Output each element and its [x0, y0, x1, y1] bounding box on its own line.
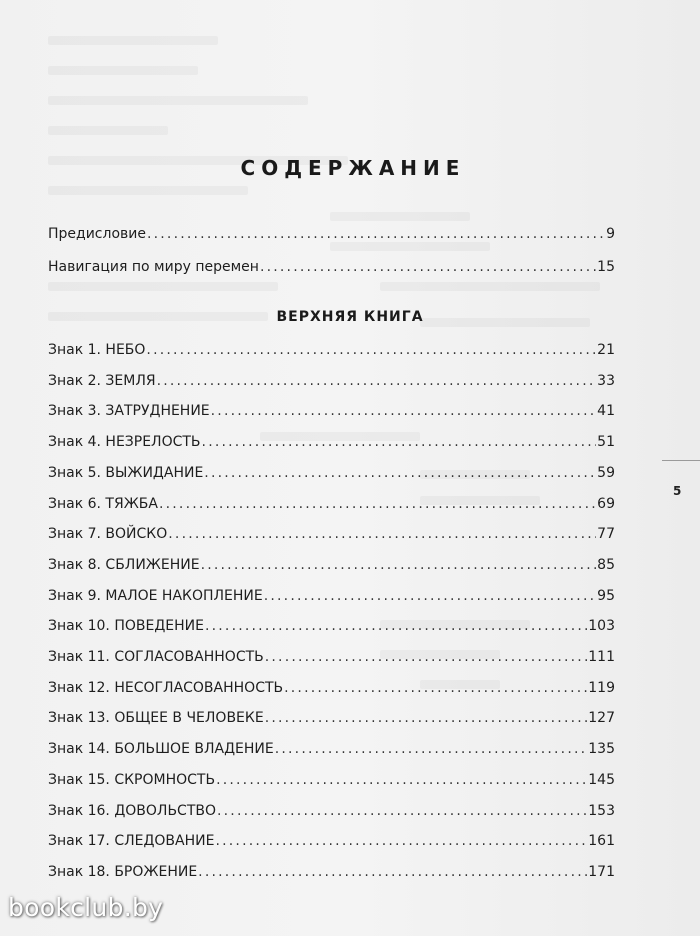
toc-entry[interactable]	[48, 373, 615, 389]
entry-page-number: 41	[597, 403, 615, 420]
toc-entry[interactable]	[48, 772, 615, 788]
toc-entry[interactable]	[48, 465, 615, 481]
toc-entry[interactable]	[48, 680, 615, 696]
entry-label: Знак 8. СБЛИЖЕНИЕ	[48, 556, 200, 573]
entry-label: Знак 2. ЗЕМЛЯ	[48, 372, 156, 389]
dot-leader	[216, 772, 587, 788]
toc-entry[interactable]	[48, 710, 615, 726]
toc-entry[interactable]	[48, 588, 615, 604]
entry-page-number: 59	[597, 464, 615, 481]
entry-label: Знак 17. СЛЕДОВАНИЕ	[48, 833, 215, 850]
dot-leader	[265, 710, 588, 726]
entry-page-number: 127	[588, 710, 615, 727]
folio-rule	[662, 460, 700, 461]
entry-label: Знак 11. СОГЛАСОВАННОСТЬ	[48, 649, 264, 665]
dot-leader	[205, 618, 587, 634]
entry-page-number: 77	[597, 526, 615, 543]
entry-page-number: 85	[597, 556, 615, 573]
toc-front-matter-item[interactable]	[48, 259, 615, 275]
dot-leader	[198, 864, 587, 880]
dot-leader	[204, 465, 596, 481]
dot-leader	[201, 557, 597, 573]
dot-leader	[284, 680, 587, 696]
entry-page-number: 171	[588, 863, 615, 880]
toc-entry[interactable]	[48, 649, 615, 665]
dot-leader	[264, 588, 596, 604]
entry-page-number: 135	[588, 741, 615, 758]
dot-leader	[211, 403, 597, 419]
toc-entry[interactable]	[48, 434, 615, 450]
entry-label: Знак 4. НЕЗРЕЛОСТЬ	[48, 434, 201, 451]
toc-entry[interactable]	[48, 342, 615, 358]
entry-label: Знак 9. МАЛОЕ НАКОПЛЕНИЕ	[48, 587, 263, 604]
entry-label: Знак 1. НЕБО	[48, 342, 146, 358]
entry-page-number: 21	[597, 342, 615, 358]
dot-leader	[260, 259, 596, 275]
dot-leader	[275, 741, 588, 757]
entry-label: Знак 5. ВЫЖИДАНИЕ	[48, 464, 204, 481]
entry-page-number: 69	[597, 495, 615, 512]
entry-label: Предисловие	[48, 226, 146, 242]
entry-page-number: 95	[597, 587, 615, 604]
toc-entry[interactable]	[48, 526, 615, 542]
entry-label: Знак 18. БРОЖЕНИЕ	[48, 863, 198, 880]
entry-page-number: 161	[588, 833, 615, 850]
page-number: 5	[673, 484, 682, 498]
toc-entry[interactable]	[48, 864, 615, 880]
entry-page-number: 103	[588, 618, 615, 635]
toc-entry[interactable]	[48, 496, 615, 512]
dot-leader	[265, 649, 588, 665]
entry-label: Знак 7. ВОЙСКО	[48, 526, 168, 543]
entry-label: Знак 15. СКРОМНОСТЬ	[48, 771, 216, 788]
entry-label: Знак 14. БОЛЬШОЕ ВЛАДЕНИЕ	[48, 741, 274, 758]
entry-page-number: 9	[606, 226, 615, 242]
entry-page-number: 15	[597, 259, 615, 275]
dot-leader	[215, 833, 587, 849]
toc-title: СОДЕРЖАНИЕ	[240, 156, 466, 180]
entry-label: Навигация по миру перемен	[48, 259, 259, 275]
toc-entry[interactable]	[48, 557, 615, 573]
toc-entry[interactable]	[48, 741, 615, 757]
entry-page-number: 119	[588, 679, 615, 696]
dot-leader	[146, 342, 596, 358]
dot-leader	[217, 803, 587, 819]
entry-page-number: 153	[588, 802, 615, 819]
dot-leader	[168, 526, 596, 542]
entry-label: Знак 3. ЗАТРУДНЕНИЕ	[48, 403, 210, 420]
section-heading: ВЕРХНЯЯ КНИГА	[276, 309, 424, 325]
toc-entry[interactable]	[48, 403, 615, 419]
dot-leader	[157, 373, 597, 389]
entry-label: Знак 16. ДОВОЛЬСТВО	[48, 802, 216, 819]
entry-label: Знак 10. ПОВЕДЕНИЕ	[48, 618, 204, 635]
dot-leader	[202, 434, 597, 450]
entry-page-number: 111	[588, 649, 615, 665]
entry-label: Знак 12. НЕСОГЛАСОВАННОСТЬ	[48, 679, 284, 696]
entry-page-number: 33	[597, 372, 615, 389]
entry-page-number: 51	[597, 434, 615, 451]
entry-label: Знак 6. ТЯЖБА	[48, 495, 158, 512]
dot-leader	[159, 496, 596, 512]
toc-entry[interactable]	[48, 618, 615, 634]
entry-page-number: 145	[588, 771, 615, 788]
toc-entry[interactable]	[48, 833, 615, 849]
entry-label: Знак 13. ОБЩЕЕ В ЧЕЛОВЕКЕ	[48, 710, 264, 727]
dot-leader	[147, 226, 605, 242]
watermark: bookclub.by	[8, 893, 164, 922]
toc-front-matter-item[interactable]	[48, 226, 615, 242]
toc-entry[interactable]	[48, 803, 615, 819]
